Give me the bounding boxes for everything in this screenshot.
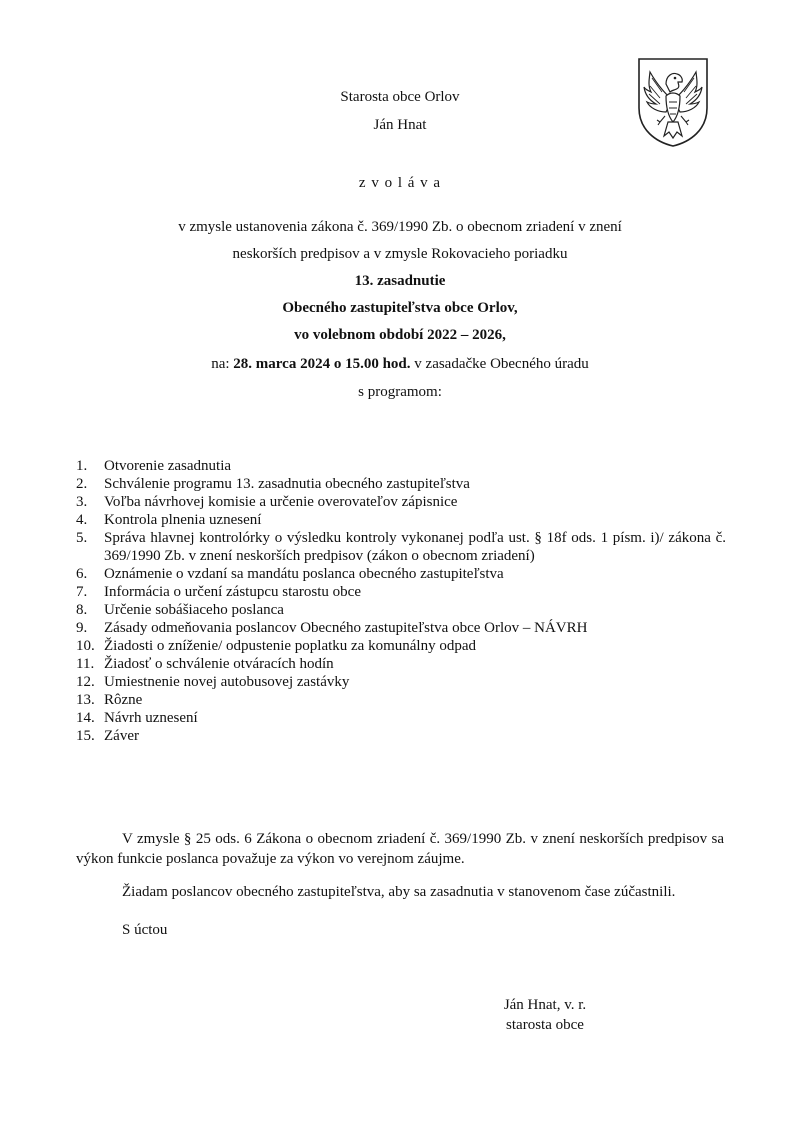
agenda-item-text: Žiadosti o zníženie/ odpustenie poplatku za komunálny odpad	[104, 638, 476, 654]
attendance-request: Žiadam poslancov obecného zastupiteľstva, aby sa zasadnutia v stanovenom čase zúčastnili.	[122, 884, 676, 900]
agenda-item-number: 10.	[76, 638, 95, 654]
agenda-item	[76, 637, 726, 655]
signature-name: Ján Hnat, v. r.	[503, 997, 587, 1013]
agenda-item-text: Schválenie programu 13. zasadnutia obecného zastupiteľstva	[104, 476, 470, 492]
agenda-item	[76, 673, 726, 691]
agenda-item-text: Informácia o určení zástupcu starostu obce	[104, 584, 361, 600]
agenda-item-number: 5.	[76, 530, 88, 546]
agenda-item-text: Otvorenie zasadnutia	[104, 458, 232, 474]
program-label: s programom:	[358, 384, 442, 400]
agenda-item	[76, 511, 726, 529]
agenda-item-text: Umiestnenie novej autobusovej zastávky	[104, 674, 350, 690]
date-prefix: na:	[211, 356, 230, 372]
agenda-item-text: Kontrola plnenia uznesení	[104, 512, 262, 528]
agenda-item	[76, 727, 726, 745]
agenda-item	[76, 601, 726, 619]
council-name: Obecného zastupiteľstva obce Orlov,	[282, 300, 518, 316]
agenda-item	[76, 655, 726, 673]
agenda-item	[76, 529, 726, 565]
agenda-item-text: Určenie sobášiaceho poslanca	[104, 602, 284, 618]
mayor-name: Ján Hnat	[373, 117, 427, 133]
agenda-item-number: 14.	[76, 710, 95, 726]
meeting-number: 13. zasadnutie	[354, 273, 446, 289]
agenda-item-number: 1.	[76, 458, 88, 474]
agenda-item-number: 11.	[76, 656, 95, 672]
agenda-item-number: 6.	[76, 566, 88, 582]
agenda-item-number: 2.	[76, 476, 88, 492]
legal-basis-line-1: v zmysle ustanovenia zákona č. 369/1990 Zb. o obecnom zriadení v znení	[178, 219, 622, 235]
agenda-item	[76, 493, 726, 511]
agenda-item-text: Návrh uznesení	[104, 710, 198, 726]
meeting-date-place	[0, 356, 800, 373]
agenda-item-number: 3.	[76, 494, 88, 510]
meeting-date: 28. marca 2024 o 15.00 hod.	[233, 356, 411, 372]
mayor-title: Starosta obce Orlov	[340, 89, 460, 105]
agenda-item	[76, 619, 726, 637]
agenda-item-number: 4.	[76, 512, 88, 528]
agenda-item-text: Žiadosť o schválenie otváracích hodín	[104, 656, 334, 672]
announcement-verb: z v o l á v a	[358, 175, 442, 191]
agenda-item	[76, 475, 726, 493]
electoral-term: vo volebnom období 2022 – 2026,	[294, 327, 506, 343]
agenda-item-text: Voľba návrhovej komisie a určenie overovateľov zápisnice	[104, 494, 458, 510]
agenda-item-number: 9.	[76, 620, 88, 636]
agenda-item-text: Správa hlavnej kontrolórky o výsledku kontroly vykonanej podľa ust. § 18f ods. 1 písm. i)/ zákona č. 369/1990 Zb. v znení neskorších predpisov (zákon o obecnom zriadení)	[104, 530, 726, 564]
agenda-item	[76, 691, 726, 709]
agenda-item-number: 7.	[76, 584, 88, 600]
agenda-item-text: Oznámenie o vzdaní sa mandátu poslanca obecného zastupiteľstva	[104, 566, 504, 582]
agenda-item	[76, 709, 726, 727]
agenda-item-text: Zásady odmeňovania poslancov Obecného zastupiteľstva obce Orlov – NÁVRH	[104, 620, 588, 636]
legal-basis-line-2: neskorších predpisov a v zmysle Rokovacieho poriadku	[232, 246, 568, 262]
agenda-item-number: 15.	[76, 728, 95, 744]
agenda-item-number: 13.	[76, 692, 95, 708]
agenda-item-number: 12.	[76, 674, 95, 690]
agenda-item-number: 8.	[76, 602, 88, 618]
public-interest-paragraph: V zmysle § 25 ods. 6 Zákona o obecnom zriadení č. 369/1990 Zb. v znení neskorších predpisov sa výkon funkcie poslanca považuje za výkon vo verejnom záujme.	[76, 831, 724, 867]
agenda-item	[76, 457, 726, 475]
meeting-place: v zasadačke Obecného úradu	[414, 356, 589, 372]
agenda-item	[76, 583, 726, 601]
agenda-item-text: Rôzne	[104, 692, 143, 708]
signature-title: starosta obce	[506, 1017, 584, 1033]
agenda-item-text: Záver	[104, 728, 139, 744]
agenda-list	[76, 457, 726, 745]
closing-greeting: S úctou	[122, 922, 168, 938]
agenda-item	[76, 565, 726, 583]
